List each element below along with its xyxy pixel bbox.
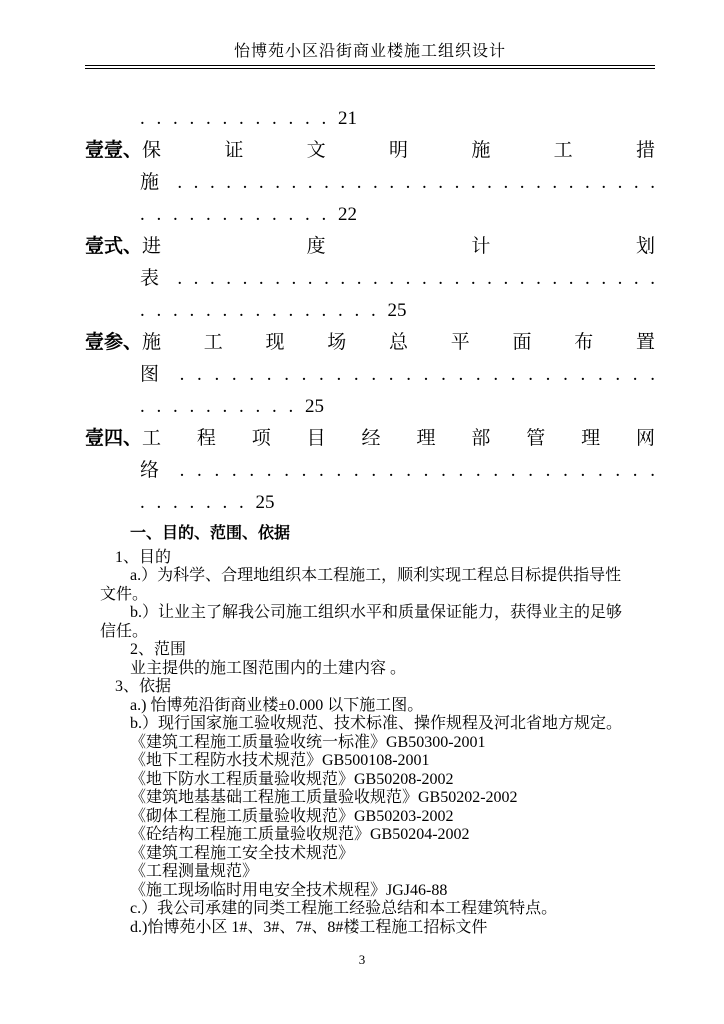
toc-entry-page-line: . . . . . . . 25 <box>140 492 275 513</box>
paragraph-line: d.)怡博苑小区 1#、3#、7#、8#楼工程施工招标文件 <box>130 918 488 936</box>
standard-item: 《地下工程防水技术规范》GB500108-2001 <box>130 752 430 769</box>
toc-entry-number: 壹参、 <box>85 332 143 353</box>
toc-entry-continuation-line: 图 . . . . . . . . . . . . . . . . . . . . . . . . . . . . <box>140 364 655 385</box>
paragraph <box>100 567 655 604</box>
toc-entry-number: 壹式、 <box>85 236 143 257</box>
paragraph-line: c.）我公司承建的同类工程施工经验总结和本工程建筑特点。 <box>130 900 558 917</box>
toc-entry-number: 壹四、 <box>85 428 143 449</box>
section-heading: 一、目的、范围、依据 <box>130 525 291 542</box>
toc-entry-continuation-line: 表 . . . . . . . . . . . . . . . . . . . . . . . . . . . . . . <box>140 268 655 289</box>
standard-item: 《建筑工程施工质量验收统一标准》GB50300-2001 <box>130 733 486 751</box>
paragraph-line: 信任。 <box>100 622 149 640</box>
body-section <box>100 525 655 937</box>
paragraph-line: b.）现行国家施工验收规范、技术标准、操作规程及河北省地方规定。 <box>130 715 623 732</box>
list-item-number: 1、目的 <box>115 548 172 566</box>
standards-list <box>100 734 655 901</box>
list-item-number: 3、依据 <box>115 678 172 695</box>
header-title: 怡博苑小区沿街商业楼施工组织设计 <box>233 43 506 60</box>
standard-item: 《地下防水工程质量验收规范》GB50208-2002 <box>130 770 454 788</box>
paragraph <box>100 604 655 641</box>
toc-entry-page-line: . . . . . . . . . . . . 22 <box>140 204 357 225</box>
toc-entry-title-line: 施 工 现 场 总 平 面 布 置 <box>142 332 655 353</box>
toc-entry <box>85 231 655 327</box>
paragraph-line: 业主提供的施工图范围内的土建内容 。 <box>130 659 407 677</box>
toc-entry-page-line: . . . . . . . . . . 25 <box>140 396 324 417</box>
toc-entry <box>85 327 655 423</box>
paragraph-line: 文件。 <box>100 585 149 603</box>
toc-entry <box>85 423 655 519</box>
standard-item: 《建筑地基基础工程施工质量验收规范》GB50202-2002 <box>130 789 518 806</box>
toc-entry-page-line: . . . . . . . . . . . . . . . 25 <box>140 300 407 321</box>
standard-item: 《建筑工程施工安全技术规范》 <box>130 844 355 862</box>
standard-item: 《砼结构工程施工质量验收规范》GB50204-2002 <box>130 826 470 843</box>
toc-entry-continuation-line: 络 . . . . . . . . . . . . . . . . . . . . . . . . . . . . <box>140 460 655 481</box>
list-item-number: 2、范围 <box>130 641 187 658</box>
toc-entry-continuation-line: 施 . . . . . . . . . . . . . . . . . . . . . . . . . . . . . . <box>140 172 655 193</box>
paragraph-line: a.) 怡博苑沿街商业楼±0.000 以下施工图。 <box>130 696 424 714</box>
toc-entry-title-line: 进 度 计 划 <box>142 236 655 257</box>
header-rule-bottom <box>85 68 655 69</box>
toc-entry-number: 壹壹、 <box>85 140 143 161</box>
paragraph-line: b.）让业主了解我公司施工组织水平和质量保证能力，获得业主的足够 <box>130 604 623 621</box>
toc-leader-line: . . . . . . . . . . . . 21 <box>140 108 357 129</box>
page-number: 3 <box>358 952 366 967</box>
paragraph-line: a.）为科学、合理地组织本工程施工，顺利实现工程总目标提供指导性 <box>130 567 622 584</box>
standard-item: 《施工现场临时用电安全技术规程》JGJ46-88 <box>130 881 448 899</box>
header-rule-top <box>85 65 655 66</box>
toc-entry <box>85 135 655 231</box>
toc-section <box>85 103 655 519</box>
toc-entry-title-line: 工 程 项 目 经 理 部 管 理 网 <box>142 428 655 449</box>
toc-entry-title-line: 保 证 文 明 施 工 措 <box>142 140 655 161</box>
standard-item: 《工程测量规范》 <box>130 863 259 880</box>
standard-item: 《砌体工程施工质量验收规范》GB50203-2002 <box>130 807 454 825</box>
